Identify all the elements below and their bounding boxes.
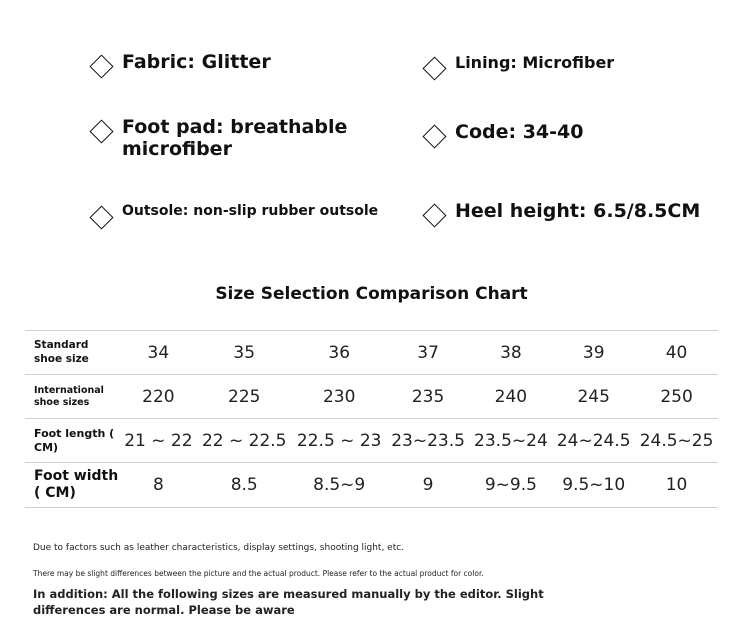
row-header: Standard shoe size (25, 331, 120, 375)
table-cell: 240 (470, 375, 553, 419)
chart-title: Size Selection Comparison Chart (215, 284, 528, 304)
attr-lining (421, 54, 614, 77)
table-cell: 22 ~ 22.5 (197, 419, 292, 463)
table-cell: 23.5~24 (470, 419, 553, 463)
table-cell: 23~23.5 (387, 419, 470, 463)
table-cell: 35 (197, 331, 292, 375)
table-cell: 21 ~ 22 (120, 419, 197, 463)
table-row (25, 463, 718, 508)
table-cell: 9 (387, 463, 470, 508)
note-line-3: In addition: All the following sizes are measured manually by the editor. Slight differences are normal. Please be aware (33, 587, 544, 617)
table-cell: 10 (635, 463, 718, 508)
note-line-2: There may be slight differences between the picture and the actual product. Please refer to the actual product for color. (33, 569, 484, 578)
table-cell: 220 (120, 375, 197, 419)
table-cell: 24~24.5 (552, 419, 635, 463)
table-cell: 37 (387, 331, 470, 375)
table-row (25, 375, 718, 419)
table-cell: 24.5~25 (635, 419, 718, 463)
table-cell: 36 (292, 331, 387, 375)
table-cell: 9.5~10 (552, 463, 635, 508)
table-row (25, 419, 718, 463)
diamond-bullet-icon (89, 54, 113, 78)
attr-fabric (88, 52, 271, 75)
fabric-label: Fabric: Glitter (122, 51, 271, 73)
table-cell: 9~9.5 (470, 463, 553, 508)
table-cell: 235 (387, 375, 470, 419)
table-cell: 39 (552, 331, 635, 375)
foot-pad-label: Foot pad: breathable microfiber (122, 116, 348, 160)
heel-label: Heel height: 6.5/8.5CM (455, 200, 701, 222)
table-cell: 8.5 (197, 463, 292, 508)
row-header: International shoe sizes (25, 375, 120, 419)
table-cell: 225 (197, 375, 292, 419)
attr-heel (421, 201, 700, 224)
diamond-bullet-icon (422, 56, 446, 80)
table-cell: 8 (120, 463, 197, 508)
code-label: Code: 34-40 (455, 121, 584, 143)
row-header: Foot width ( CM) (25, 463, 120, 508)
table-cell: 230 (292, 375, 387, 419)
attr-foot-pad (88, 117, 352, 161)
table-cell: 250 (635, 375, 718, 419)
table-cell: 40 (635, 331, 718, 375)
size-table (25, 330, 718, 508)
diamond-bullet-icon (89, 119, 113, 143)
table-row (25, 331, 718, 375)
table-cell: 38 (470, 331, 553, 375)
table-cell: 22.5 ~ 23 (292, 419, 387, 463)
diamond-bullet-icon (422, 124, 446, 148)
attr-outsole (88, 203, 378, 226)
outsole-label: Outsole: non-slip rubber outsole (122, 203, 379, 219)
table-cell: 245 (552, 375, 635, 419)
attr-code (421, 122, 583, 145)
row-header: Foot length ( CM) (25, 419, 120, 463)
lining-label: Lining: Microfiber (455, 53, 615, 72)
note-line-1: Due to factors such as leather characteristics, display settings, shooting light, etc. (33, 543, 405, 553)
diamond-bullet-icon (89, 205, 113, 229)
table-cell: 34 (120, 331, 197, 375)
diamond-bullet-icon (422, 203, 446, 227)
table-cell: 8.5~9 (292, 463, 387, 508)
